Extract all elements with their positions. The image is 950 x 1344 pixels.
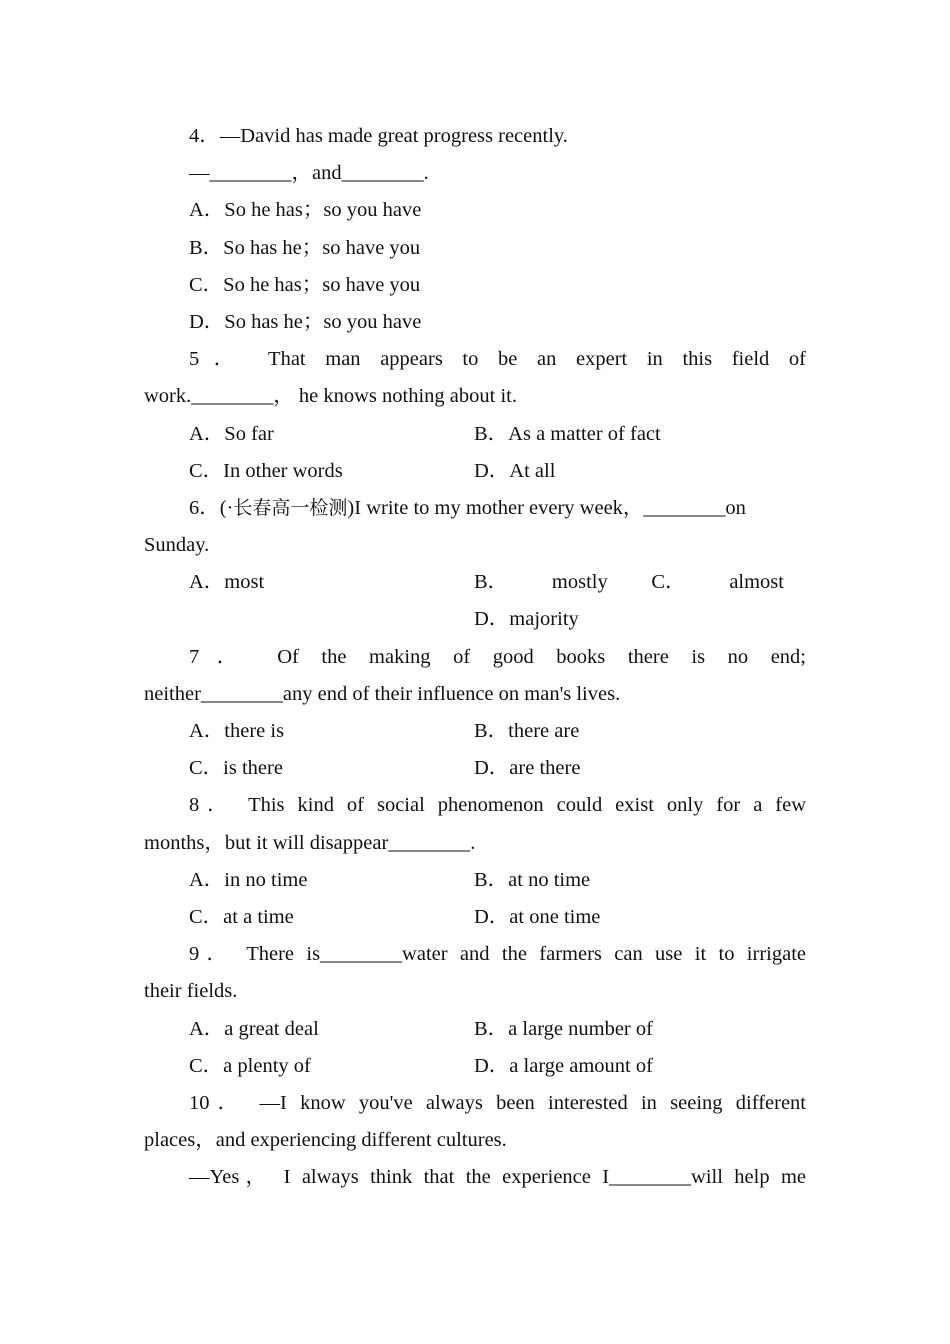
- question-6-option-c: almost: [729, 571, 784, 594]
- question-7-option-c: C．is there: [189, 757, 283, 780]
- question-5-stem-continued: work.________， he knows nothing about it.: [144, 385, 517, 408]
- question-5-option-c: C．In other words: [189, 459, 343, 482]
- question-6-options-row-2: [144, 601, 806, 638]
- question-6-stem-text: )I write to my mother every week，________on: [347, 496, 746, 519]
- question-6-option-b: mostly: [551, 571, 608, 594]
- question-8-option-b: B．at no time: [474, 868, 591, 891]
- question-5-stem: 5． That man appears to be an expert in this field of: [189, 348, 806, 371]
- question-7-options-row-1: [144, 713, 806, 750]
- question-6-option-a: A．most: [189, 571, 265, 594]
- question-6-number: 6．(·: [189, 496, 234, 519]
- question-5-options-row-1: [144, 416, 806, 453]
- question-6-source: 长春高一检测: [233, 496, 348, 519]
- question-5-option-a: A．So far: [189, 422, 274, 445]
- question-9-option-b: B．a large number of: [474, 1017, 653, 1040]
- question-8-options-row-2: [144, 899, 806, 936]
- question-6-option-c-letter: C．: [651, 571, 686, 594]
- question-7-option-a: A．there is: [189, 720, 285, 742]
- question-6-stem: [144, 490, 806, 527]
- question-9-options-row-2: [144, 1048, 806, 1085]
- question-10-reply: —Yes， I always think that the experience I________will help me: [189, 1166, 806, 1189]
- question-9-option-d: D．a large amount of: [474, 1054, 653, 1077]
- question-6-option-b-letter: B．: [474, 571, 509, 594]
- question-4-option-b: B．So has he；so have you: [189, 236, 421, 259]
- question-8-stem: 8． This kind of social phenomenon could exist only for a few: [189, 794, 806, 817]
- question-6-stem-continued: Sunday.: [144, 534, 210, 557]
- question-8-option-a: A．in no time: [189, 868, 308, 891]
- question-7-stem: 7． Of the making of good books there is no end;: [189, 645, 806, 668]
- question-7-option-d: D．are there: [474, 757, 581, 780]
- question-5-options-row-2: [144, 453, 806, 490]
- document-page: [144, 118, 806, 1196]
- question-9-option-c: C．a plenty of: [189, 1054, 311, 1077]
- question-5-option-b: B．As a matter of fact: [474, 422, 661, 445]
- question-6-option-d: D．majority: [474, 608, 579, 631]
- question-8-option-c: C．at a time: [189, 905, 294, 928]
- question-9-option-a: A．a great deal: [189, 1017, 319, 1040]
- question-6-options-row-1: [144, 564, 806, 601]
- question-4-blank-line: —________，and________.: [189, 162, 429, 185]
- question-4-option-d: D．So has he；so you have: [189, 310, 422, 333]
- question-7-stem-continued: neither________any end of their influence on man's lives.: [144, 682, 621, 705]
- question-4-stem: 4．—David has made great progress recently.: [189, 125, 568, 147]
- question-8-option-d: D．at one time: [474, 905, 601, 928]
- question-4-option-a: A．So he has；so you have: [189, 199, 422, 222]
- question-4-option-c: C．So he has；so have you: [189, 273, 421, 296]
- question-8-stem-continued: months，but it will disappear________.: [144, 831, 476, 854]
- question-7-options-row-2: [144, 750, 806, 787]
- question-8-options-row-1: [144, 862, 806, 899]
- question-7-option-b: B．there are: [474, 720, 580, 742]
- question-10-stem: 10． —I know you've always been interested in seeing different: [189, 1091, 806, 1114]
- question-5-option-d: D．At all: [474, 459, 556, 482]
- question-10-stem-continued: places，and experiencing different cultures.: [144, 1129, 507, 1152]
- question-9-stem-continued: their fields.: [144, 980, 238, 1003]
- question-9-stem: 9． There is________water and the farmers can use it to irrigate: [189, 943, 806, 966]
- question-9-options-row-1: [144, 1011, 806, 1048]
